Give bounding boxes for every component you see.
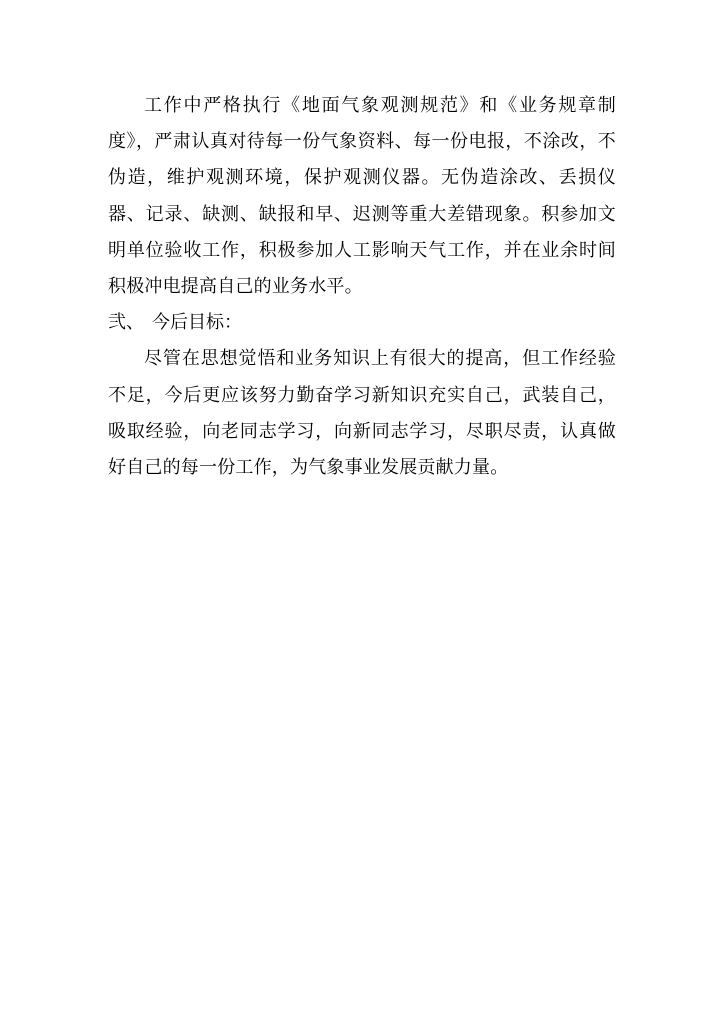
section-heading bbox=[108, 305, 616, 341]
body-paragraph-work-conduct: 工作中严格执行《地面气象观测规范》和《业务规章制度》，严肃认真对待每一份气象资料、每一份电报，不涂改，不伪造，维护观测环境，保护观测仪器。无伪造涂改、丢损仪器、记录、缺测、缺报和早、迟测等重大差错现象。积参加文明单位验收工作，积极参加人工影响天气工作，并在业余时间积极冲电提高自己的业务水平。 bbox=[108, 95, 616, 298]
document-page bbox=[108, 88, 616, 486]
section-number: 弐、 bbox=[108, 312, 144, 334]
section-title: 今后目标： bbox=[152, 312, 242, 334]
body-paragraph-future-goals: 尽管在思想觉悟和业务知识上有很大的提高，但工作经验不足，今后更应该努力勤奋学习新知识充实自己，武装自己，吸取经验，向老同志学习，向新同志学习，尽职尽责，认真做好自己的每一份工作，为气象事业发展贡献力量。 bbox=[108, 348, 616, 479]
